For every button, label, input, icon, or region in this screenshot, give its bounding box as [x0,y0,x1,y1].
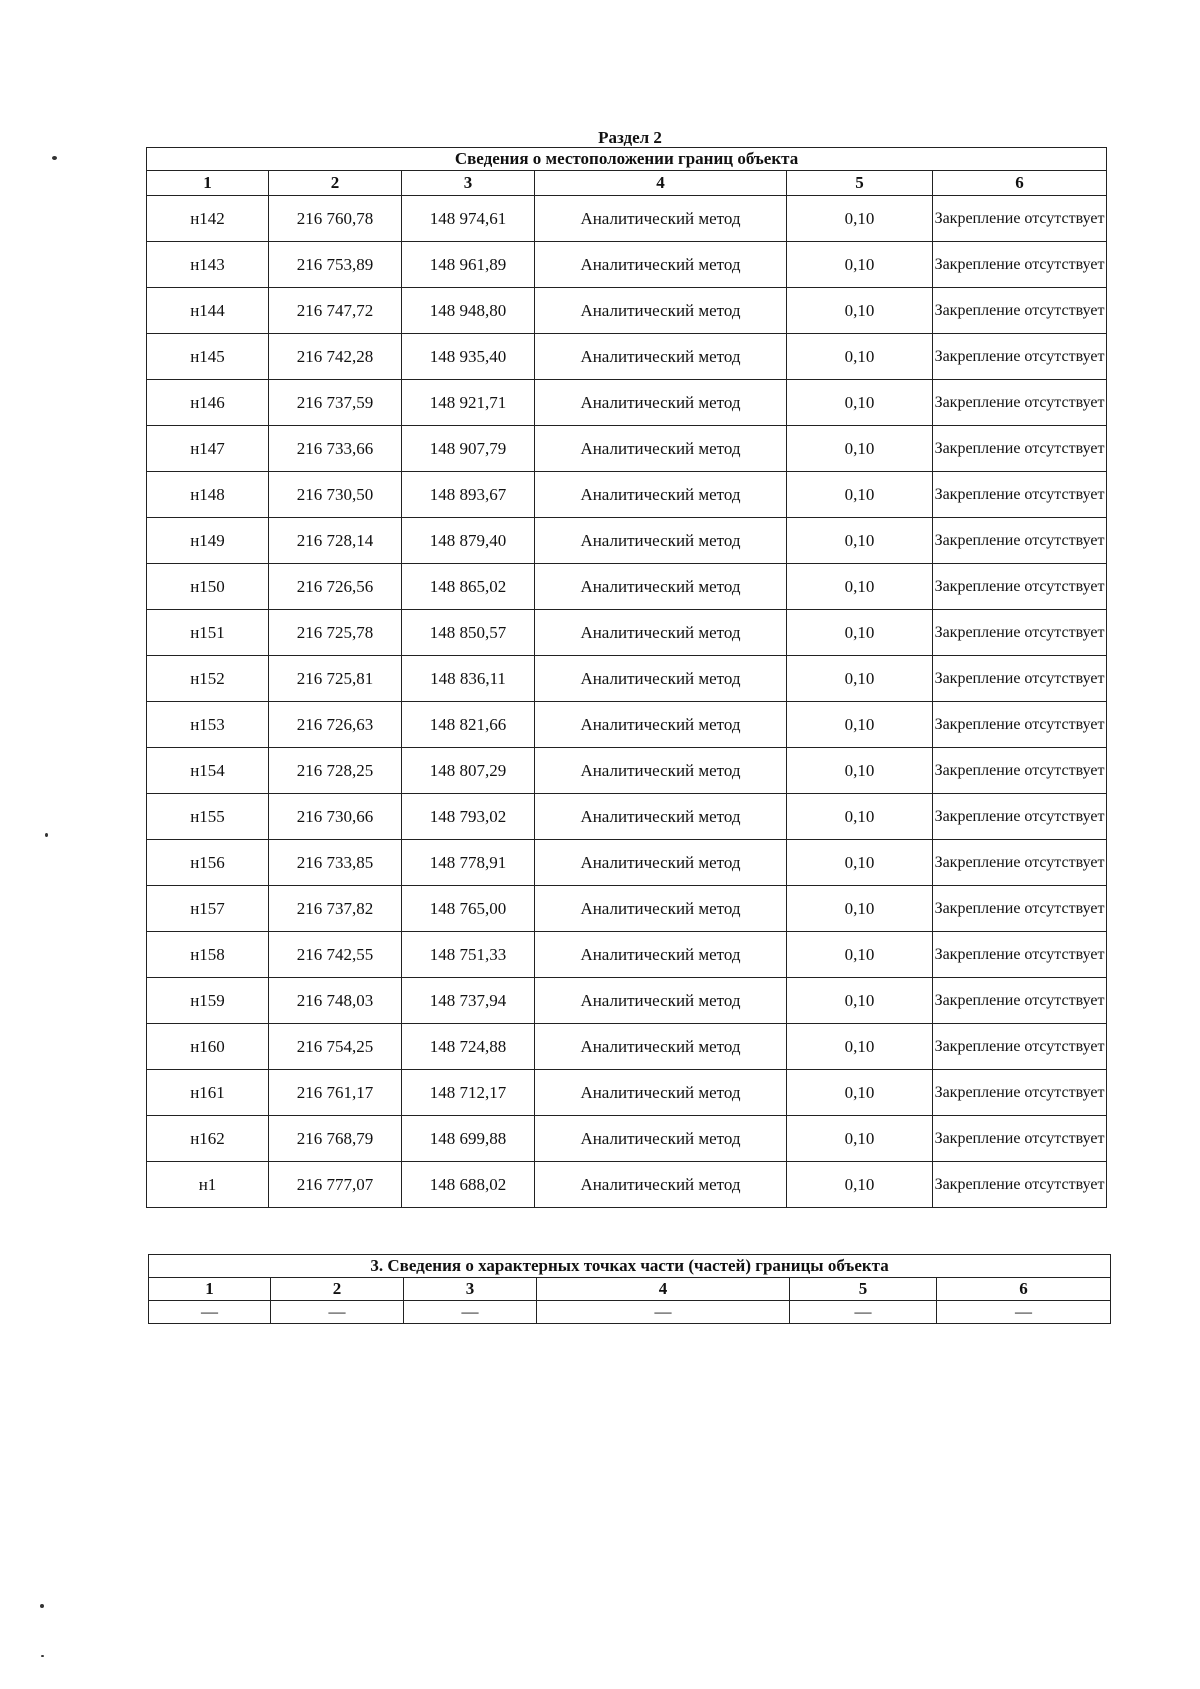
method-cell: Аналитический метод [535,472,787,518]
method-cell: Аналитический метод [535,610,787,656]
point-number-cell: н145 [147,334,269,380]
x-coordinate-cell: 216 742,28 [269,334,402,380]
accuracy-cell: 0,10 [787,1162,933,1208]
table-row [147,1024,1107,1070]
point-number-cell: н1 [147,1162,269,1208]
accuracy-cell: 0,10 [787,748,933,794]
x-coordinate-cell: 216 754,25 [269,1024,402,1070]
table-header-row [147,148,1107,171]
method-cell: Аналитический метод [535,564,787,610]
empty-cell: — [271,1301,404,1324]
x-coordinate-cell: 216 768,79 [269,1116,402,1162]
table-row [147,748,1107,794]
fixing-cell: Закрепление отсутствует [933,242,1107,288]
point-number-cell: н146 [147,380,269,426]
column-number: 3 [402,171,535,196]
column-number: 5 [787,171,933,196]
accuracy-cell: 0,10 [787,794,933,840]
fixing-cell: Закрепление отсутствует [933,1070,1107,1116]
y-coordinate-cell: 148 765,00 [402,886,535,932]
column-number: 2 [269,171,402,196]
x-coordinate-cell: 216 760,78 [269,196,402,242]
x-coordinate-cell: 216 733,85 [269,840,402,886]
x-coordinate-cell: 216 730,66 [269,794,402,840]
x-coordinate-cell: 216 748,03 [269,978,402,1024]
accuracy-cell: 0,10 [787,656,933,702]
y-coordinate-cell: 148 935,40 [402,334,535,380]
fixing-cell: Закрепление отсутствует [933,564,1107,610]
x-coordinate-cell: 216 728,14 [269,518,402,564]
table-row [147,1162,1107,1208]
point-number-cell: н161 [147,1070,269,1116]
x-coordinate-cell: 216 753,89 [269,242,402,288]
column-number: 6 [937,1278,1111,1301]
table-row [147,610,1107,656]
fixing-cell: Закрепление отсутствует [933,932,1107,978]
table-row [147,518,1107,564]
x-coordinate-cell: 216 747,72 [269,288,402,334]
method-cell: Аналитический метод [535,1070,787,1116]
method-cell: Аналитический метод [535,1024,787,1070]
x-coordinate-cell: 216 728,25 [269,748,402,794]
accuracy-cell: 0,10 [787,1070,933,1116]
point-number-cell: н153 [147,702,269,748]
method-cell: Аналитический метод [535,748,787,794]
fixing-cell: Закрепление отсутствует [933,656,1107,702]
fixing-cell: Закрепление отсутствует [933,1116,1107,1162]
table-row [147,334,1107,380]
point-number-cell: н159 [147,978,269,1024]
y-coordinate-cell: 148 865,02 [402,564,535,610]
table-row [147,702,1107,748]
y-coordinate-cell: 148 699,88 [402,1116,535,1162]
method-cell: Аналитический метод [535,978,787,1024]
scan-speck [40,1604,44,1608]
method-cell: Аналитический метод [535,656,787,702]
table-row [147,656,1107,702]
accuracy-cell: 0,10 [787,196,933,242]
fixing-cell: Закрепление отсутствует [933,702,1107,748]
x-coordinate-cell: 216 742,55 [269,932,402,978]
y-coordinate-cell: 148 688,02 [402,1162,535,1208]
x-coordinate-cell: 216 726,63 [269,702,402,748]
method-cell: Аналитический метод [535,288,787,334]
method-cell: Аналитический метод [535,242,787,288]
column-number: 1 [147,171,269,196]
point-number-cell: н152 [147,656,269,702]
fixing-cell: Закрепление отсутствует [933,610,1107,656]
x-coordinate-cell: 216 737,82 [269,886,402,932]
y-coordinate-cell: 148 893,67 [402,472,535,518]
point-number-cell: н150 [147,564,269,610]
x-coordinate-cell: 216 726,56 [269,564,402,610]
x-coordinate-cell: 216 733,66 [269,426,402,472]
accuracy-cell: 0,10 [787,610,933,656]
table-row [147,242,1107,288]
y-coordinate-cell: 148 712,17 [402,1070,535,1116]
table-row [147,426,1107,472]
column-number: 6 [933,171,1107,196]
table-row [147,1116,1107,1162]
table-row [147,564,1107,610]
method-cell: Аналитический метод [535,794,787,840]
table-row [147,472,1107,518]
boundary-points-table [146,147,1107,1208]
table-row [147,196,1107,242]
point-number-cell: н147 [147,426,269,472]
fixing-cell: Закрепление отсутствует [933,886,1107,932]
column-number: 3 [404,1278,537,1301]
y-coordinate-cell: 148 751,33 [402,932,535,978]
y-coordinate-cell: 148 879,40 [402,518,535,564]
table-row [147,978,1107,1024]
y-coordinate-cell: 148 948,80 [402,288,535,334]
method-cell: Аналитический метод [535,840,787,886]
point-number-cell: н151 [147,610,269,656]
y-coordinate-cell: 148 974,61 [402,196,535,242]
point-number-cell: н157 [147,886,269,932]
method-cell: Аналитический метод [535,1162,787,1208]
empty-cell: — [937,1301,1111,1324]
point-number-cell: н148 [147,472,269,518]
table-row [147,840,1107,886]
empty-cell: — [149,1301,271,1324]
part-boundary-points-table [148,1254,1111,1324]
fixing-cell: Закрепление отсутствует [933,1162,1107,1208]
y-coordinate-cell: 148 807,29 [402,748,535,794]
y-coordinate-cell: 148 778,91 [402,840,535,886]
point-number-cell: н155 [147,794,269,840]
y-coordinate-cell: 148 907,79 [402,426,535,472]
method-cell: Аналитический метод [535,426,787,472]
x-coordinate-cell: 216 725,81 [269,656,402,702]
accuracy-cell: 0,10 [787,472,933,518]
y-coordinate-cell: 148 821,66 [402,702,535,748]
x-coordinate-cell: 216 761,17 [269,1070,402,1116]
empty-cell: — [404,1301,537,1324]
parts-title: 3. Сведения о характерных точках части (частей) границы объекта [149,1255,1111,1278]
column-number: 2 [271,1278,404,1301]
point-number-cell: н154 [147,748,269,794]
table-row [147,1070,1107,1116]
fixing-cell: Закрепление отсутствует [933,288,1107,334]
fixing-cell: Закрепление отсутствует [933,748,1107,794]
point-number-cell: н143 [147,242,269,288]
table-row [147,886,1107,932]
accuracy-cell: 0,10 [787,518,933,564]
table-row [147,794,1107,840]
table-row [147,932,1107,978]
fixing-cell: Закрепление отсутствует [933,1024,1107,1070]
accuracy-cell: 0,10 [787,334,933,380]
table-subtitle: Сведения о местоположении границ объекта [147,148,1107,171]
accuracy-cell: 0,10 [787,1024,933,1070]
scan-speck [52,156,57,160]
point-number-cell: н162 [147,1116,269,1162]
y-coordinate-cell: 148 793,02 [402,794,535,840]
y-coordinate-cell: 148 836,11 [402,656,535,702]
table-row [147,380,1107,426]
point-number-cell: н149 [147,518,269,564]
accuracy-cell: 0,10 [787,932,933,978]
empty-cell: — [790,1301,937,1324]
accuracy-cell: 0,10 [787,886,933,932]
method-cell: Аналитический метод [535,196,787,242]
fixing-cell: Закрепление отсутствует [933,518,1107,564]
accuracy-cell: 0,10 [787,840,933,886]
parts-column-number-row [149,1278,1111,1301]
column-number-row [147,171,1107,196]
method-cell: Аналитический метод [535,1116,787,1162]
y-coordinate-cell: 148 921,71 [402,380,535,426]
y-coordinate-cell: 148 724,88 [402,1024,535,1070]
y-coordinate-cell: 148 961,89 [402,242,535,288]
accuracy-cell: 0,10 [787,242,933,288]
x-coordinate-cell: 216 725,78 [269,610,402,656]
y-coordinate-cell: 148 850,57 [402,610,535,656]
parts-header-row [149,1255,1111,1278]
column-number: 4 [535,171,787,196]
method-cell: Аналитический метод [535,380,787,426]
point-number-cell: н144 [147,288,269,334]
section-title: Раздел 2 [598,128,662,147]
accuracy-cell: 0,10 [787,288,933,334]
parts-empty-row [149,1301,1111,1324]
column-number: 1 [149,1278,271,1301]
fixing-cell: Закрепление отсутствует [933,426,1107,472]
accuracy-cell: 0,10 [787,564,933,610]
x-coordinate-cell: 216 777,07 [269,1162,402,1208]
point-number-cell: н156 [147,840,269,886]
x-coordinate-cell: 216 730,50 [269,472,402,518]
accuracy-cell: 0,10 [787,702,933,748]
method-cell: Аналитический метод [535,886,787,932]
fixing-cell: Закрепление отсутствует [933,794,1107,840]
y-coordinate-cell: 148 737,94 [402,978,535,1024]
scan-speck [41,1655,44,1657]
fixing-cell: Закрепление отсутствует [933,380,1107,426]
method-cell: Аналитический метод [535,334,787,380]
x-coordinate-cell: 216 737,59 [269,380,402,426]
accuracy-cell: 0,10 [787,380,933,426]
method-cell: Аналитический метод [535,518,787,564]
fixing-cell: Закрепление отсутствует [933,196,1107,242]
point-number-cell: н160 [147,1024,269,1070]
accuracy-cell: 0,10 [787,1116,933,1162]
empty-cell: — [537,1301,790,1324]
fixing-cell: Закрепление отсутствует [933,334,1107,380]
point-number-cell: н142 [147,196,269,242]
fixing-cell: Закрепление отсутствует [933,978,1107,1024]
scan-speck [45,833,48,837]
method-cell: Аналитический метод [535,702,787,748]
method-cell: Аналитический метод [535,932,787,978]
column-number: 4 [537,1278,790,1301]
point-number-cell: н158 [147,932,269,978]
fixing-cell: Закрепление отсутствует [933,840,1107,886]
column-number: 5 [790,1278,937,1301]
fixing-cell: Закрепление отсутствует [933,472,1107,518]
table-row [147,288,1107,334]
accuracy-cell: 0,10 [787,978,933,1024]
accuracy-cell: 0,10 [787,426,933,472]
